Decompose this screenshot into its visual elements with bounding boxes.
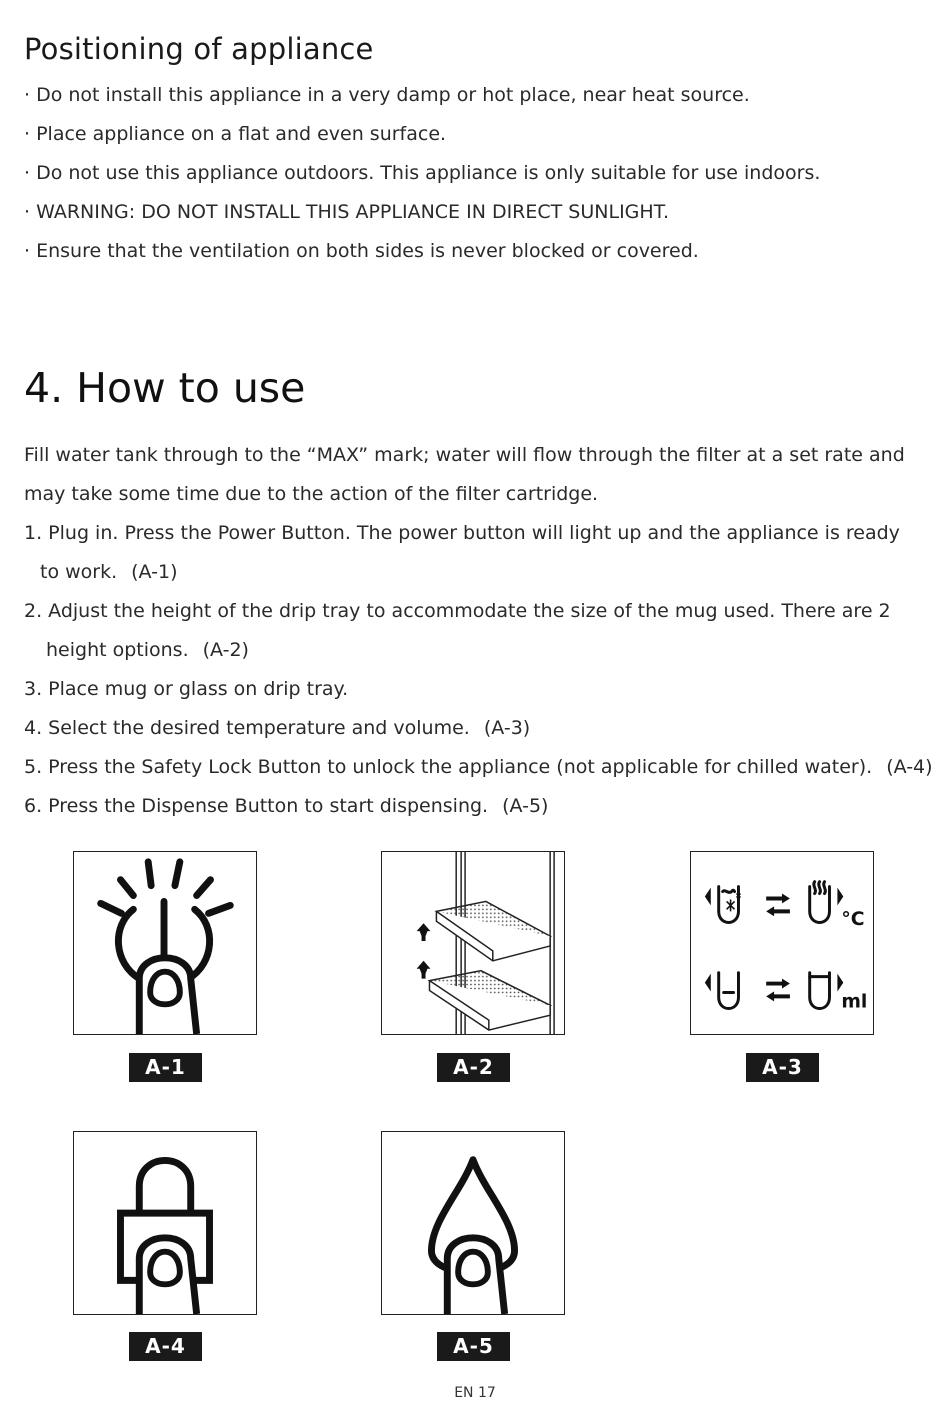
- step-text: 1. Plug in. Press the Power Button. The power button will light up and the appliance is ready: [24, 522, 900, 544]
- page-number: EN 17: [454, 1385, 496, 1401]
- drip-tray-height-icon: [382, 852, 564, 1034]
- figure-label-a5: A-5: [437, 1332, 510, 1361]
- bullet-item: · Place appliance on a flat and even surface.: [24, 123, 447, 145]
- intro-line: Fill water tank through to the “MAX” mark; water will flow through the filter at a set rate and: [24, 444, 905, 466]
- step-text: 6. Press the Dispense Button to start dispensing.: [24, 795, 489, 817]
- press-power-button-icon: [74, 852, 256, 1034]
- bullet-item: · Ensure that the ventilation on both sides is never blocked or covered.: [24, 240, 699, 262]
- positioning-bullets: [24, 80, 820, 275]
- step-text-cont: to work.: [40, 561, 118, 583]
- figure-ref: (A-1): [131, 561, 178, 583]
- temperature-volume-select-icon: [691, 852, 873, 1034]
- figure-a1: [73, 851, 257, 1035]
- figure-label-a1: A-1: [129, 1053, 202, 1082]
- step-2: [24, 592, 944, 670]
- step-text-cont: height options.: [46, 639, 189, 661]
- figure-a2: [381, 851, 565, 1035]
- bullet-item: · WARNING: DO NOT INSTALL THIS APPLIANCE IN DIRECT SUNLIGHT.: [24, 201, 670, 223]
- step-text: 4. Select the desired temperature and volume.: [24, 717, 470, 739]
- figure-ref: (A-4): [886, 756, 933, 778]
- figure-a5: [381, 1131, 565, 1315]
- section-title-positioning: Positioning of appliance: [24, 32, 374, 66]
- dispense-drop-icon: [382, 1132, 564, 1314]
- how-to-use-intro: [24, 436, 939, 514]
- bullet-item: · Do not use this appliance outdoors. This appliance is only suitable for use indoors.: [24, 162, 821, 184]
- step-6: [24, 787, 944, 826]
- step-text: 2. Adjust the height of the drip tray to accommodate the size of the mug used. There are 2: [24, 600, 891, 622]
- step-1: [24, 514, 944, 592]
- figure-label-a3: A-3: [746, 1053, 819, 1082]
- figure-ref: (A-5): [502, 795, 549, 817]
- steps-list: [24, 514, 944, 826]
- step-text: 3. Place mug or glass on drip tray.: [24, 678, 349, 700]
- step-3: [24, 670, 944, 709]
- volume-unit-label: ml: [841, 991, 868, 1013]
- figure-a4: [73, 1131, 257, 1315]
- figure-ref: (A-2): [202, 639, 249, 661]
- safety-lock-icon: [74, 1132, 256, 1314]
- step-5: [24, 748, 944, 787]
- figure-label-a2: A-2: [437, 1053, 510, 1082]
- bullet-item: · Do not install this appliance in a very damp or hot place, near heat source.: [24, 84, 750, 106]
- intro-line: may take some time due to the action of the filter cartridge.: [24, 483, 599, 505]
- step-4: [24, 709, 944, 748]
- section-title-how-to-use: 4. How to use: [24, 364, 306, 412]
- figure-ref: (A-3): [483, 717, 531, 739]
- temp-unit-label: °C: [841, 909, 865, 931]
- step-text: 5. Press the Safety Lock Button to unlock the appliance (not applicable for chilled water).: [24, 756, 873, 778]
- figure-label-a4: A-4: [129, 1332, 202, 1361]
- figure-a3: [690, 851, 874, 1035]
